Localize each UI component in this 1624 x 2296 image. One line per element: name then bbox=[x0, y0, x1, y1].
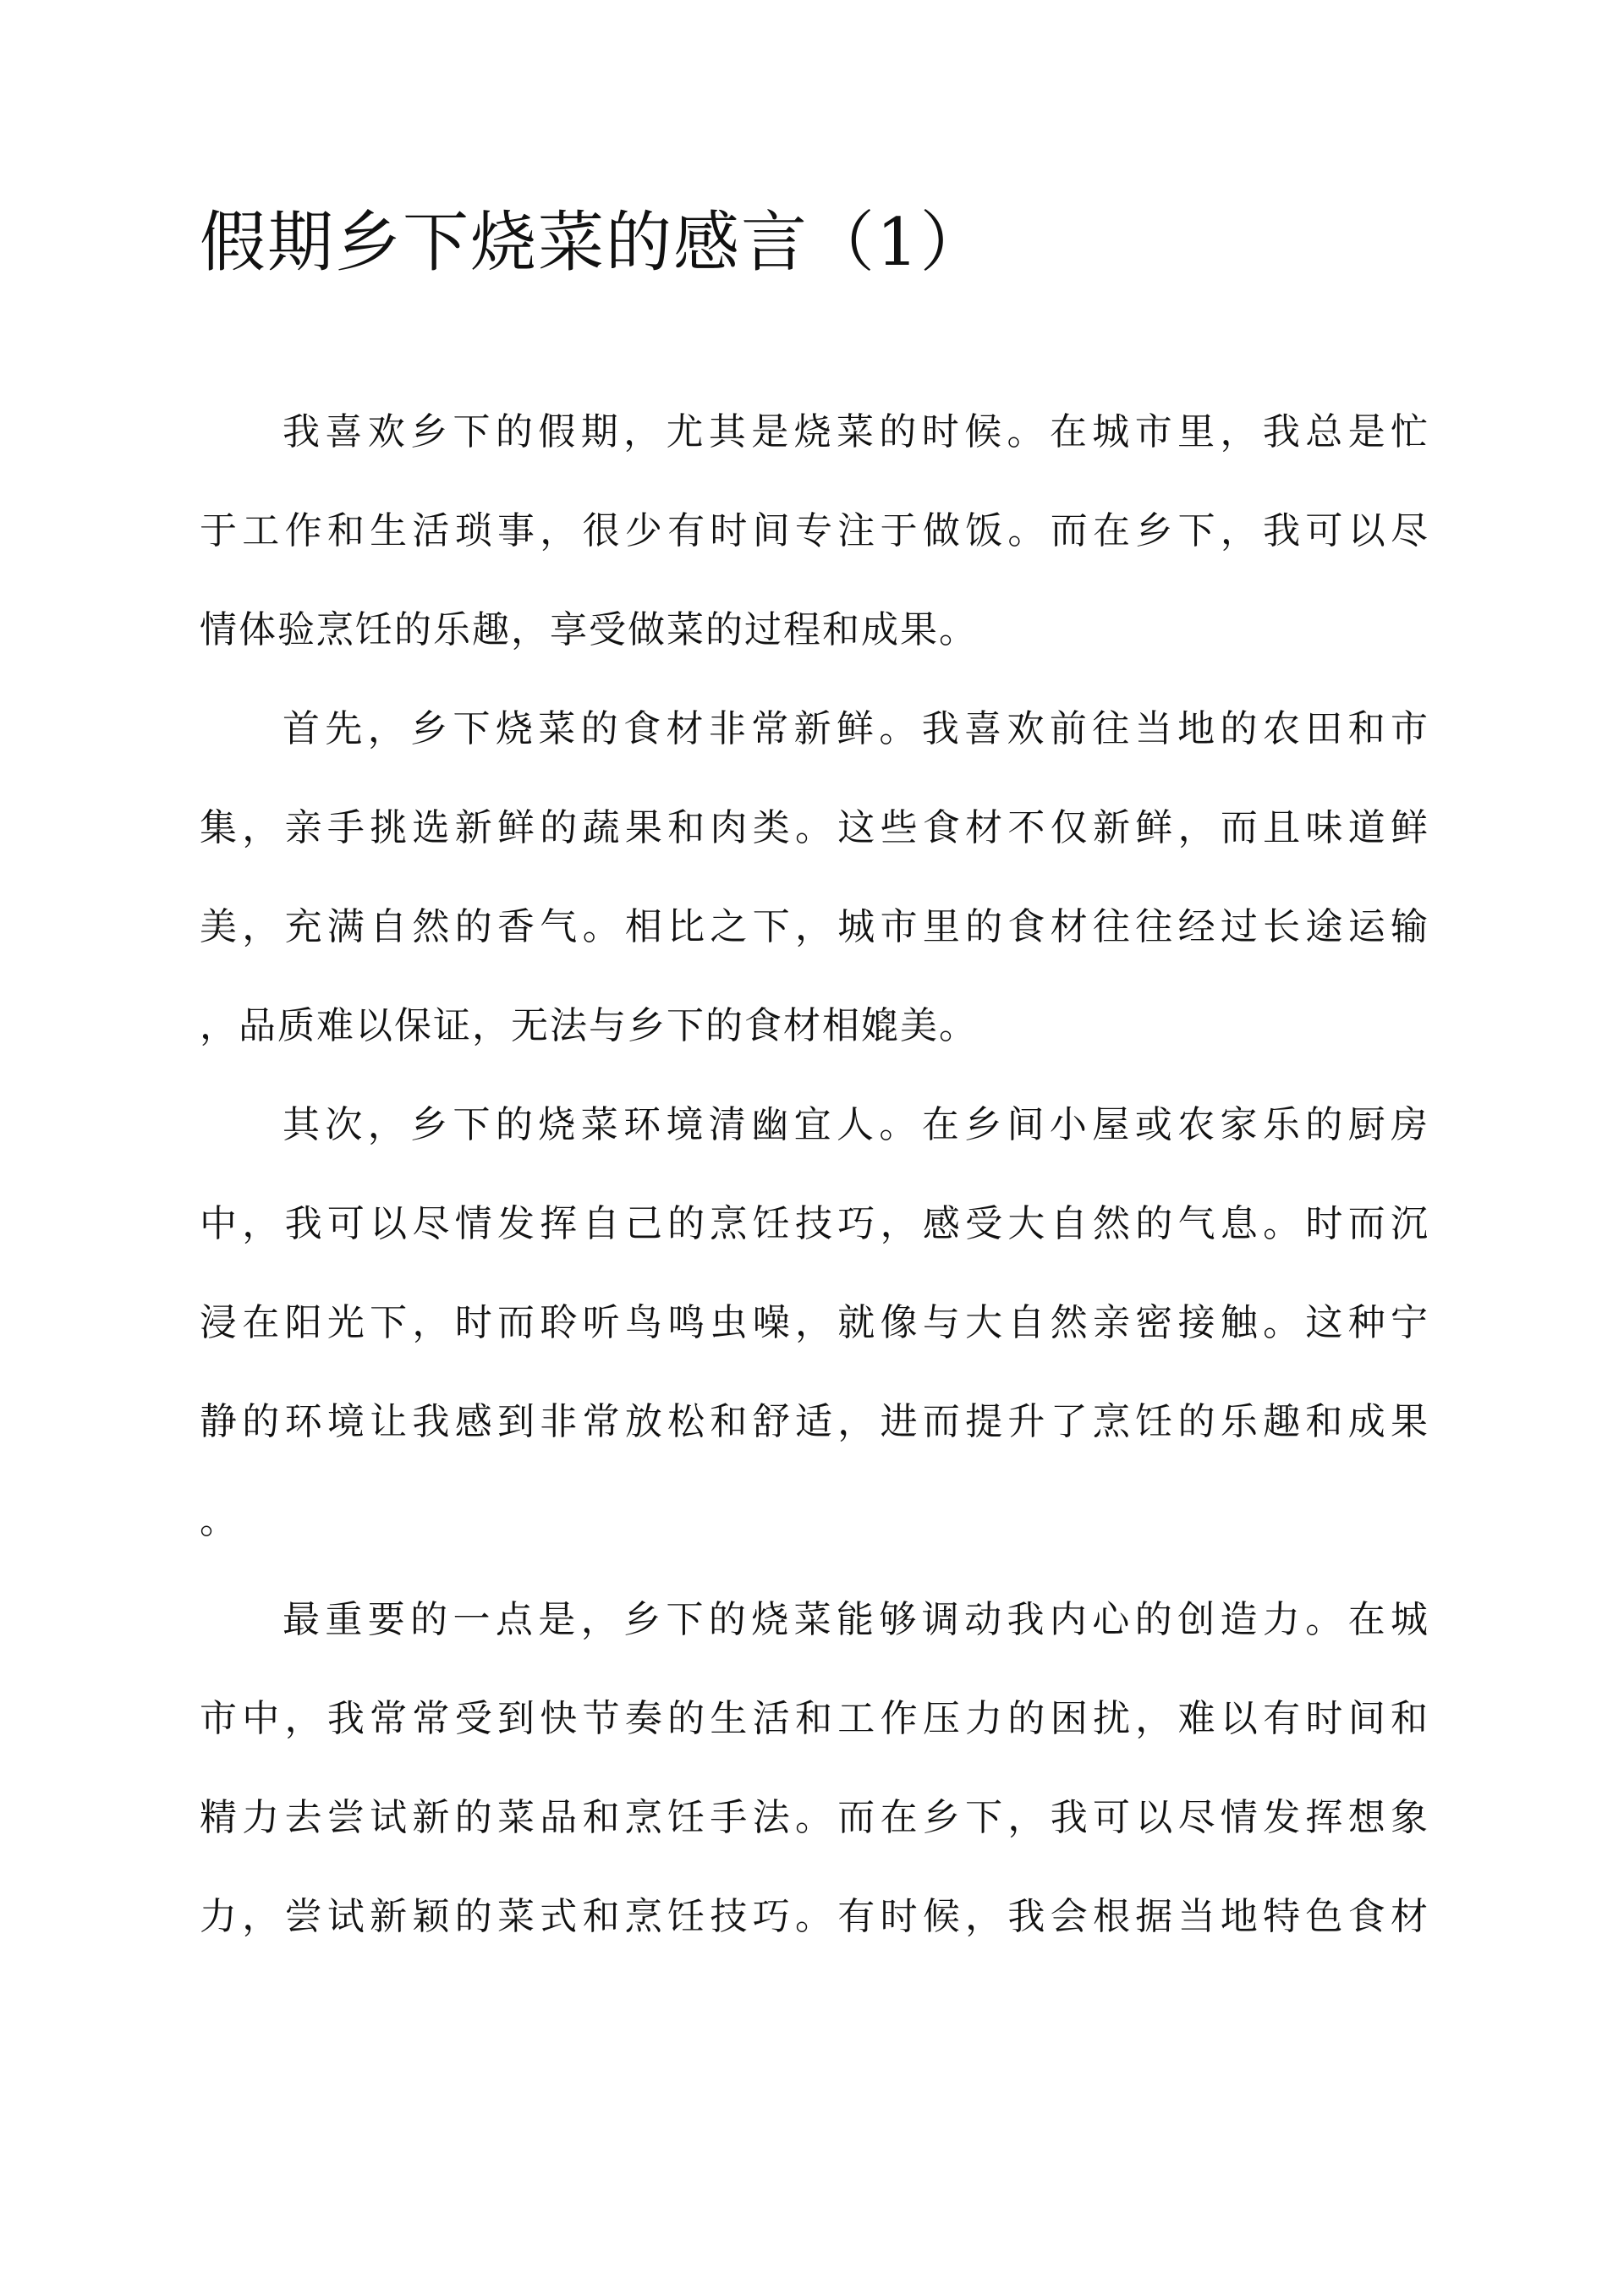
paragraph-line: 其次，乡下的烧菜环境清幽宜人。在乡间小屋或农家乐的厨房 bbox=[283, 1103, 1429, 1146]
paragraph-line: 最重要的一点是，乡下的烧菜能够调动我内心的创造力。在城 bbox=[283, 1598, 1429, 1641]
paragraph-3 bbox=[200, 1075, 1429, 1570]
document-body bbox=[200, 382, 1429, 1966]
paragraph-4 bbox=[200, 1570, 1429, 1966]
paragraph-line: 首先，乡下烧菜的食材非常新鲜。我喜欢前往当地的农田和市 bbox=[283, 707, 1429, 750]
paragraph-line: 市中，我常常受到快节奏的生活和工作压力的困扰，难以有时间和 bbox=[200, 1697, 1429, 1740]
paragraph-line: 情体验烹饪的乐趣，享受做菜的过程和成果。 bbox=[200, 608, 978, 651]
paragraph-line: 。 bbox=[200, 1499, 239, 1542]
paragraph-line: 精力去尝试新的菜品和烹饪手法。而在乡下，我可以尽情发挥想象 bbox=[200, 1796, 1429, 1839]
document-title: 假期乡下烧菜的感言（1） bbox=[200, 205, 988, 281]
paragraph-line: 力，尝试新颖的菜式和烹饪技巧。有时候，我会根据当地特色食材 bbox=[200, 1895, 1429, 1938]
paragraph-2 bbox=[200, 679, 1429, 1075]
paragraph-1 bbox=[200, 382, 1429, 679]
paragraph-line: 静的环境让我感到非常放松和舒适，进而提升了烹饪的乐趣和成果 bbox=[200, 1400, 1429, 1443]
paragraph-line: 于工作和生活琐事，很少有时间专注于做饭。而在乡下，我可以尽 bbox=[200, 509, 1429, 552]
paragraph-line: 美，充满自然的香气。相比之下，城市里的食材往往经过长途运输 bbox=[200, 905, 1429, 948]
paragraph-line: 集，亲手挑选新鲜的蔬果和肉类。这些食材不仅新鲜，而且味道鲜 bbox=[200, 806, 1429, 849]
paragraph-line: 我喜欢乡下的假期，尤其是烧菜的时候。在城市里，我总是忙 bbox=[283, 410, 1429, 453]
paragraph-line: ，品质难以保证，无法与乡下的食材相媲美。 bbox=[200, 1004, 978, 1047]
paragraph-line: 浸在阳光下，时而聆听鸟鸣虫噪，就像与大自然亲密接触。这种宁 bbox=[200, 1301, 1429, 1344]
paragraph-line: 中，我可以尽情发挥自己的烹饪技巧，感受大自然的气息。时而沉 bbox=[200, 1202, 1429, 1245]
